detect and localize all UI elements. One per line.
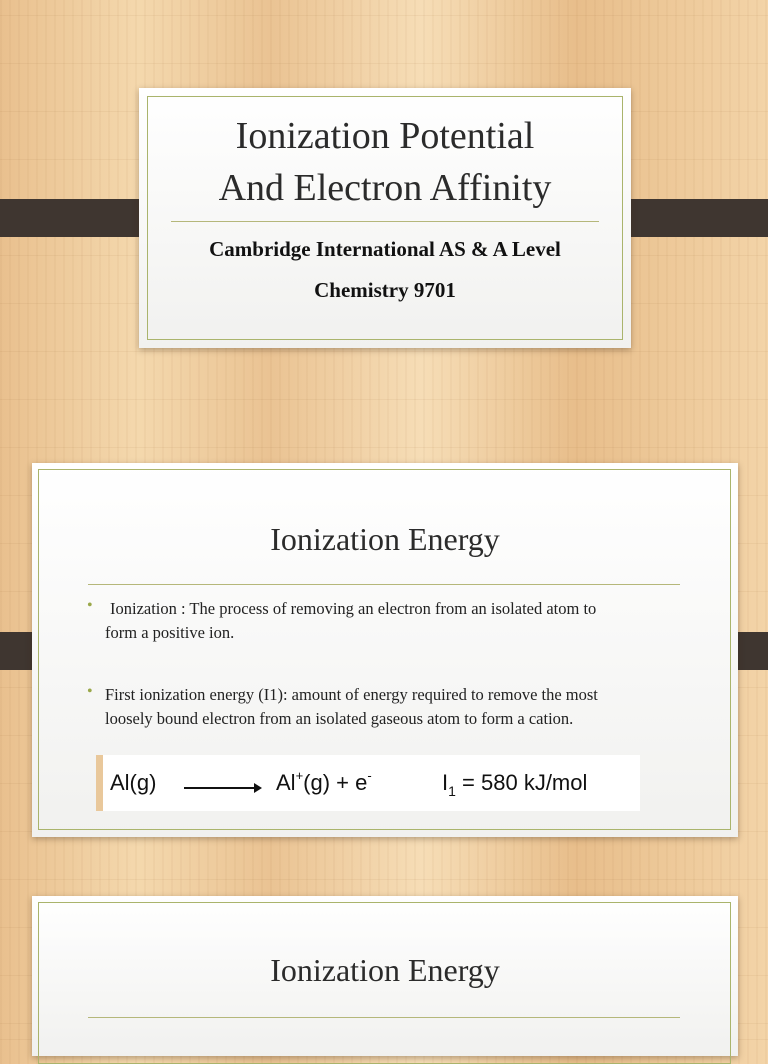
equation-product [276, 770, 372, 796]
slide1-right-bar [614, 199, 768, 237]
electron-charge: - [367, 768, 372, 783]
bullet-1-marker: • [87, 597, 93, 614]
slide2-title: Ionization Energy [270, 521, 500, 557]
product-base: Al [276, 770, 296, 795]
equation-energy [442, 770, 588, 799]
slide1-subtitle-line1: Cambridge International AS & A Level [209, 237, 561, 261]
slide1-title-line1: Ionization Potential [235, 115, 535, 157]
product-rest: (g) + e [303, 770, 368, 795]
bullet-2-marker: • [87, 683, 93, 700]
energy-value: = 580 kJ/mol [455, 770, 588, 795]
slide3-divider [88, 1017, 680, 1018]
title-slide[interactable] [139, 88, 631, 348]
slide1-title-line2: And Electron Affinity [218, 167, 552, 209]
equation-left-marker [96, 755, 103, 811]
ionization-energy-slide-2[interactable] [32, 896, 738, 1056]
bullet-2-line2: loosely bound electron from an isolated gaseous atom to form a cation. [105, 709, 574, 728]
slide3-title: Ionization Energy [270, 952, 500, 988]
bullet-1-line2: form a positive ion. [105, 623, 235, 642]
ionization-energy-slide[interactable] [32, 463, 738, 837]
reaction-arrow-icon [254, 783, 262, 793]
energy-symbol: I [442, 770, 449, 795]
product-charge: + [295, 768, 304, 783]
slide2-divider [88, 584, 680, 585]
equation-reactant: Al(g) [110, 770, 157, 795]
slide1-divider [171, 221, 599, 222]
energy-symbol-subscript: 1 [448, 783, 456, 799]
slide1-subtitle-line2: Chemistry 9701 [314, 278, 456, 302]
reaction-arrow-line [184, 787, 256, 789]
bullet-2-line1: First ionization energy (I1): amount of energy required to remove the most [105, 685, 598, 704]
bullet-1-line1: Ionization : The process of removing an electron from an isolated atom to [110, 599, 597, 618]
ionization-equation [96, 755, 640, 811]
slide1-left-bar [0, 199, 155, 237]
